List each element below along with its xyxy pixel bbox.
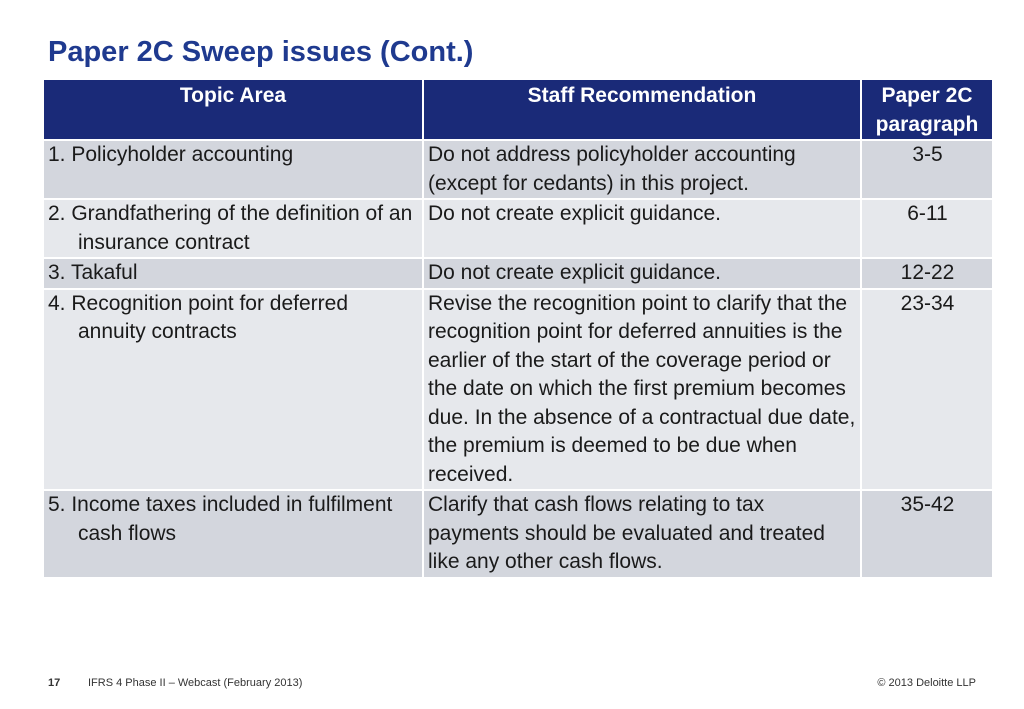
table-row bbox=[44, 490, 992, 578]
topic-cell bbox=[44, 490, 423, 578]
table-row bbox=[44, 289, 992, 491]
table-row bbox=[44, 258, 992, 289]
topic-text: 4. Recognition point for deferred annuity contracts bbox=[48, 291, 349, 343]
topic-cell bbox=[44, 140, 423, 199]
footer-source: IFRS 4 Phase II – Webcast (February 2013) bbox=[88, 677, 303, 689]
paragraph-cell: 6-11 bbox=[861, 199, 992, 258]
header-topic-area: Topic Area bbox=[44, 80, 423, 140]
table-header-row bbox=[44, 80, 992, 140]
table-row bbox=[44, 199, 992, 258]
recommendation-cell: Revise the recognition point to clarify that the recognition point for deferred annuities is the earlier of the start of the coverage period or the date on which the first premium becomes due. In the absence of a contractual due date, the premium is deemed to be due when received. bbox=[423, 289, 861, 491]
paragraph-cell: 23-34 bbox=[861, 289, 992, 491]
topic-text: 2. Grandfathering of the definition of an insurance contract bbox=[48, 202, 413, 254]
page-title: Paper 2C Sweep issues (Cont.) bbox=[48, 36, 474, 68]
paragraph-cell: 3-5 bbox=[861, 140, 992, 199]
topic-text: 3. Takaful bbox=[48, 261, 138, 284]
footer-copyright: © 2013 Deloitte LLP bbox=[877, 677, 976, 689]
recommendation-cell: Do not create explicit guidance. bbox=[423, 199, 861, 258]
topic-cell bbox=[44, 199, 423, 258]
table-row bbox=[44, 140, 992, 199]
topic-cell bbox=[44, 289, 423, 491]
recommendation-cell: Clarify that cash flows relating to tax payments should be evaluated and treated like any other cash flows. bbox=[423, 490, 861, 578]
sweep-issues-table bbox=[44, 80, 992, 579]
recommendation-cell: Do not address policyholder accounting (except for cedants) in this project. bbox=[423, 140, 861, 199]
page-number: 17 bbox=[48, 677, 61, 689]
topic-text: 5. Income taxes included in fulfilment cash flows bbox=[48, 493, 393, 545]
paragraph-cell: 12-22 bbox=[861, 258, 992, 289]
topic-text: 1. Policyholder accounting bbox=[48, 143, 294, 166]
topic-cell bbox=[44, 258, 423, 289]
paragraph-cell: 35-42 bbox=[861, 490, 992, 578]
recommendation-cell: Do not create explicit guidance. bbox=[423, 258, 861, 289]
header-paper-paragraph: Paper 2C paragraph bbox=[861, 80, 992, 140]
header-staff-recommendation: Staff Recommendation bbox=[423, 80, 861, 140]
